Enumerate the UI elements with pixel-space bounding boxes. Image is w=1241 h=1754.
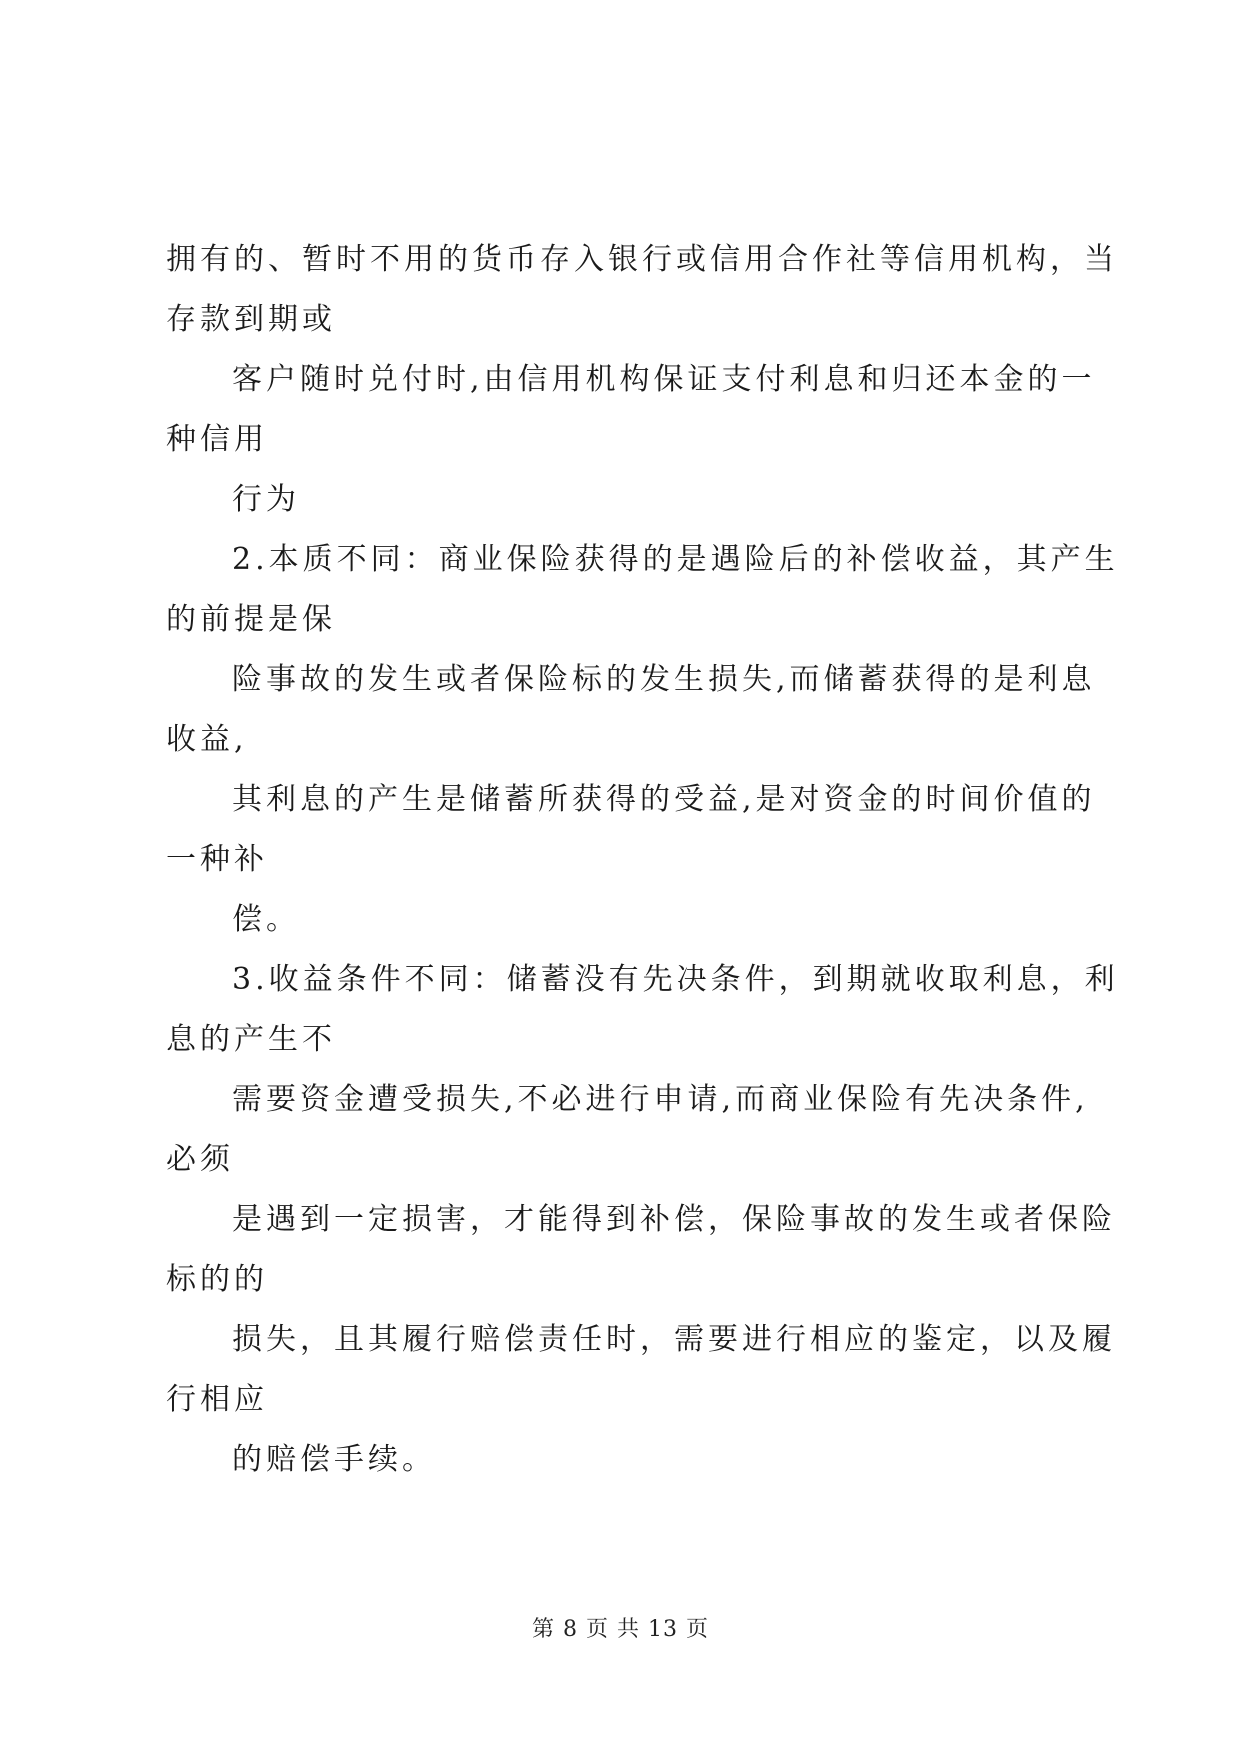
text-line: 3.收益条件不同：储蓄没有先决条件，到期就收取利息，利 xyxy=(232,962,1119,997)
paragraph xyxy=(166,650,1096,770)
page-number-label: 第 8 页 共 13 页 xyxy=(532,1617,709,1642)
text-line: 需要资金遭受损失,不必进行申请,而商业保险有先决条件, xyxy=(232,1082,1089,1117)
text-line: 行为 xyxy=(232,482,300,517)
text-line: 2.本质不同：商业保险获得的是遇险后的补偿收益，其产生 xyxy=(232,542,1119,577)
paragraph xyxy=(166,530,1119,650)
paragraph xyxy=(166,1430,1086,1490)
text-line: 的前提是保 xyxy=(166,602,336,637)
text-line: 是遇到一定损害，才能得到补偿，保险事故的发生或者保险 xyxy=(232,1202,1116,1237)
paragraph xyxy=(166,1070,1089,1190)
text-line: 偿。 xyxy=(232,902,300,937)
text-line: 险事故的发生或者保险标的发生损失,而储蓄获得的是利息 xyxy=(232,662,1096,697)
text-line: 种信用 xyxy=(166,422,268,457)
text-line: 损失，且其履行赔偿责任时，需要进行相应的鉴定，以及履 xyxy=(232,1322,1116,1357)
document-body xyxy=(166,230,1119,1490)
text-line: 客户随时兑付时,由信用机构保证支付利息和归还本金的一 xyxy=(232,362,1096,397)
paragraph xyxy=(166,890,1086,950)
text-line: 标的的 xyxy=(166,1262,268,1297)
paragraph xyxy=(166,230,1118,350)
paragraph xyxy=(166,470,1086,530)
text-line: 一种补 xyxy=(166,842,268,877)
paragraph xyxy=(166,950,1119,1070)
paragraph xyxy=(166,350,1096,470)
text-line: 收益, xyxy=(166,722,248,757)
paragraph xyxy=(166,1310,1116,1430)
text-line: 拥有的、暂时不用的货币存入银行或信用合作社等信用机构，当 xyxy=(166,242,1118,277)
text-line: 行相应 xyxy=(166,1382,268,1417)
paragraph xyxy=(166,770,1096,890)
text-line: 存款到期或 xyxy=(166,302,336,337)
paragraph xyxy=(166,1190,1116,1310)
text-line: 其利息的产生是储蓄所获得的受益,是对资金的时间价值的 xyxy=(232,782,1096,817)
text-line: 息的产生不 xyxy=(166,1022,336,1057)
page-footer xyxy=(0,1612,1241,1643)
text-line: 的赔偿手续。 xyxy=(232,1442,436,1477)
text-line: 必须 xyxy=(166,1142,234,1177)
